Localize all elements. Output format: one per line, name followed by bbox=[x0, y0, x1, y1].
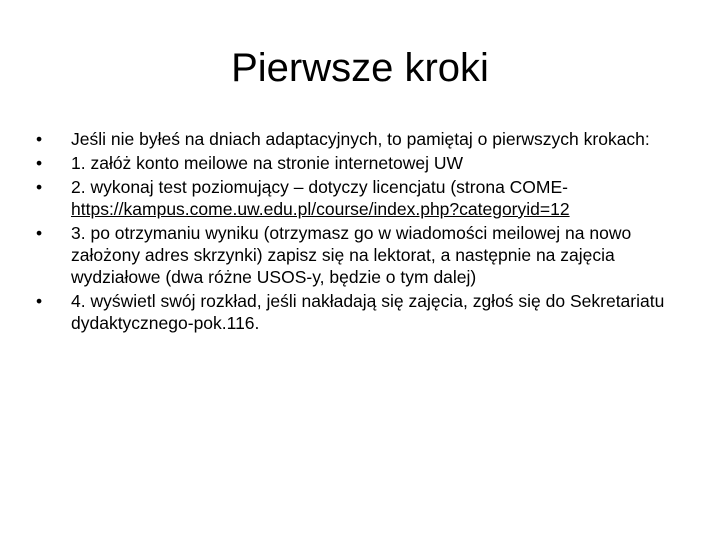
bullet-item bbox=[36, 176, 686, 220]
bullet-marker: • bbox=[36, 129, 43, 149]
bullet-list bbox=[36, 128, 686, 336]
slide-title: Pierwsze kroki bbox=[231, 46, 489, 90]
bullet-text: 4. wyświetl swój rozkład, jeśli nakładają się zajęcia, zgłoś się do Sekretariatu dydaktycznego-pok.116. bbox=[71, 291, 665, 333]
bullet-item bbox=[36, 222, 686, 288]
bullet-item bbox=[36, 152, 686, 174]
bullet-marker: • bbox=[36, 223, 43, 243]
bullet-text: Jeśli nie byłeś na dniach adaptacyjnych, to pamiętaj o pierwszych krokach: bbox=[71, 129, 650, 149]
bullet-marker: • bbox=[36, 153, 43, 173]
bullet-marker: • bbox=[36, 177, 43, 197]
bullet-text: 3. po otrzymaniu wyniku (otrzymasz go w wiadomości meilowej na nowo założony adres skrzynki) zapisz się na lektorat, a następnie na zajęcia wydziałowe (dwa różne USOS-y, będzie o tym dalej) bbox=[71, 223, 632, 287]
bullet-item bbox=[36, 128, 686, 150]
bullet-text: 1. załóż konto meilowe na stronie internetowej UW bbox=[71, 153, 463, 173]
bullet-marker: • bbox=[36, 291, 43, 311]
bullet-item bbox=[36, 290, 686, 334]
course-link[interactable]: https://kampus.come.uw.edu.pl/course/index.php?categoryid=12 bbox=[71, 199, 570, 219]
bullet-text: 2. wykonaj test poziomujący – dotyczy licencjatu (strona COME- bbox=[71, 177, 568, 197]
